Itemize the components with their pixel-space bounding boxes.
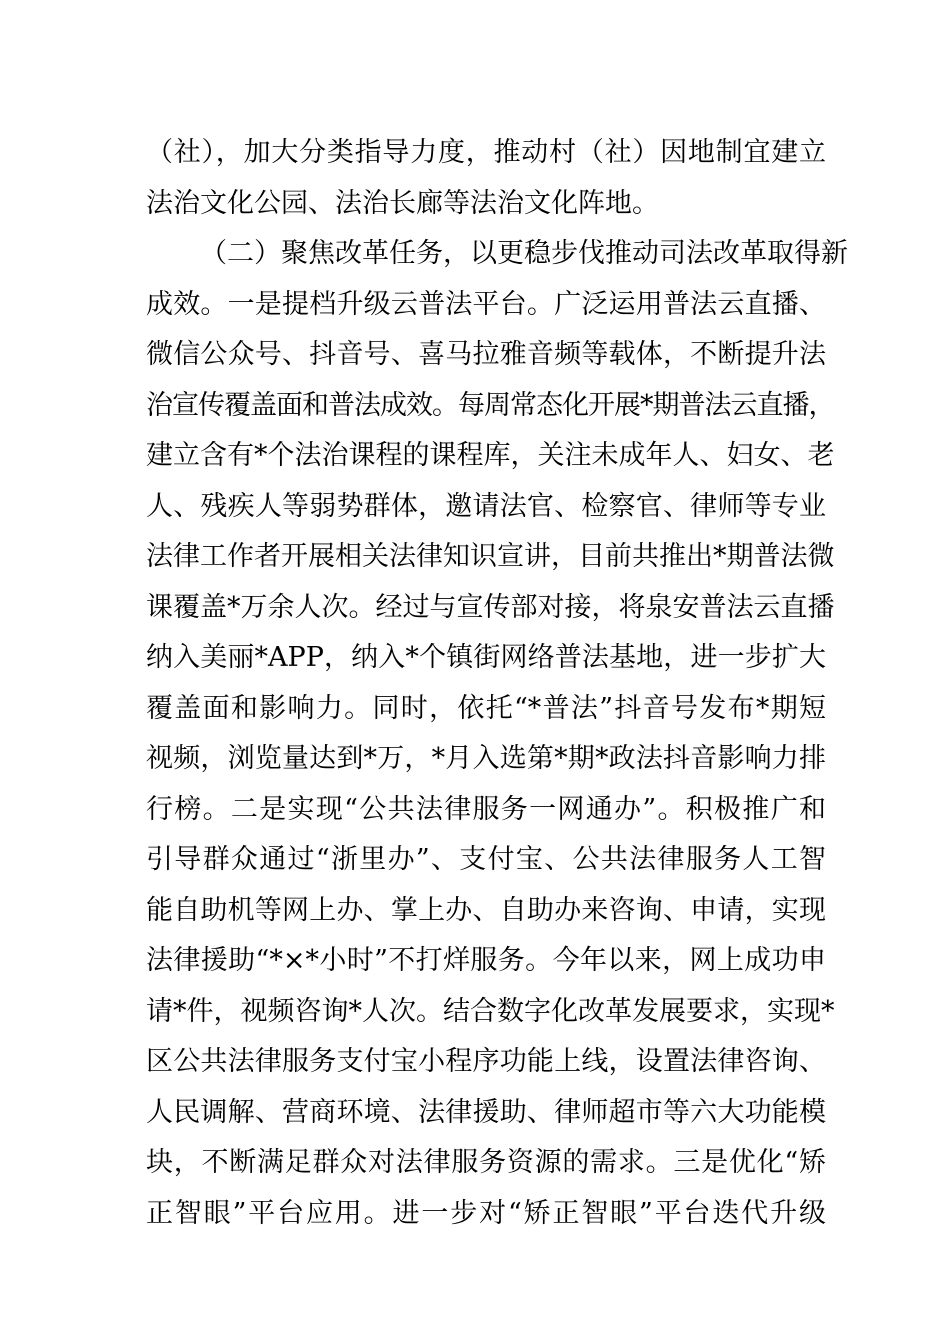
text-line: 视频，浏览量达到*万，*月入选第*期*政法抖音影响力排 — [146, 743, 826, 774]
text-line: 块，不断满足群众对法律服务资源的需求。三是优化“矫 — [146, 1147, 826, 1178]
text-line: 区公共法律服务支付宝小程序功能上线，设置法律咨询、 — [146, 1046, 826, 1077]
text-line: 覆盖面和影响力。同时，依托“*普法”抖音号发布*期短 — [146, 692, 826, 724]
text-line: 成效。一是提档升级云普法平台。广泛运用普法云直播、 — [146, 288, 826, 320]
text-line: 建立含有*个法治课程的课程库，关注未成年人、妇女、老 — [146, 440, 835, 471]
text-line: （二）聚焦改革任务，以更稳步伐推动司法改革取得新 — [200, 238, 848, 269]
text-line: 法治文化公园、法治长廊等法治文化阵地。 — [146, 187, 659, 219]
text-line: 正智眼”平台应用。进一步对“矫正智眼”平台迭代升级 — [146, 1197, 826, 1229]
text-line: 法律援助“*×*小时”不打烊服务。今年以来，网上成功申 — [146, 945, 826, 976]
text-line: 纳入美丽*APP，纳入*个镇街网络普法基地，进一步扩大 — [146, 642, 826, 673]
text-line: 微信公众号、抖音号、喜马拉雅音频等载体，不断提升法 — [146, 339, 826, 370]
text-line: 行榜。二是实现“公共法律服务一网通办”。积极推广和 — [146, 793, 826, 825]
text-line: 请*件，视频咨询*人次。结合数字化改革发展要求，实现* — [146, 995, 835, 1027]
text-line: 人民调解、营商环境、法律援助、律师超市等六大功能模 — [146, 1096, 826, 1128]
body-text — [146, 128, 848, 1239]
text-line: 课覆盖*万余人次。经过与宣传部对接，将泉安普法云直播 — [146, 591, 835, 623]
text-line: 引导群众通过“浙里办”、支付宝、公共法律服务人工智 — [146, 844, 826, 875]
text-line: 人、残疾人等弱势群体，邀请法官、检察官、律师等专业 — [146, 490, 826, 522]
text-line: 法律工作者开展相关法律知识宣讲，目前共推出*期普法微 — [146, 541, 835, 572]
text-line: （社），加大分类指导力度，推动村（社）因地制宜建立 — [146, 137, 826, 168]
text-line: 能自助机等网上办、掌上办、自助办来咨询、申请，实现 — [146, 894, 826, 926]
text-line: 治宣传覆盖面和普法成效。每周常态化开展*期普法云直播， — [146, 389, 835, 421]
